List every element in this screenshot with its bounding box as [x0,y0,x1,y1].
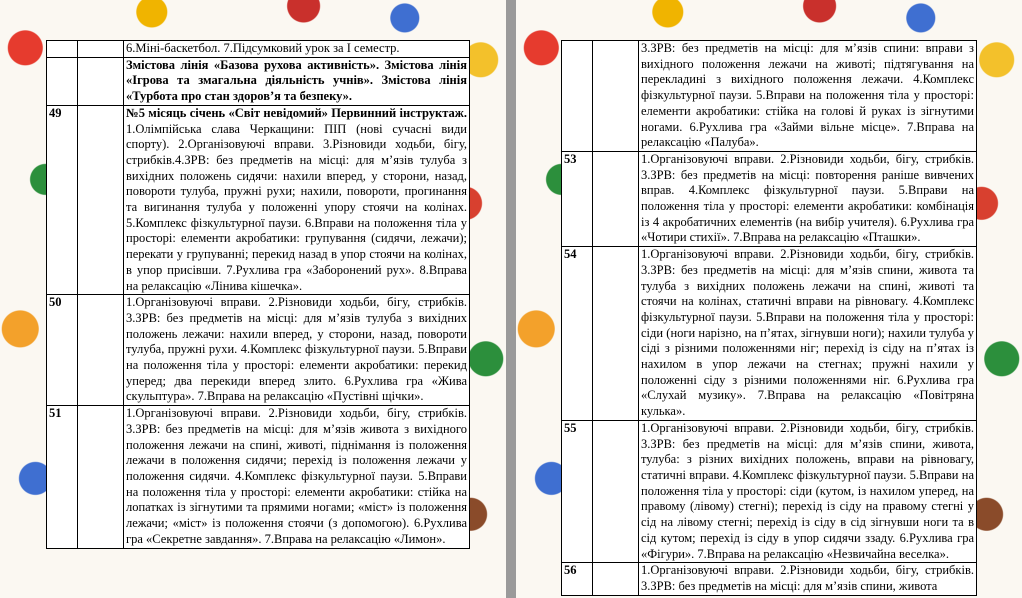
lesson-content: 1.Організовуючі вправи. 2.Різновиди ходьби, бігу, стрибків. 3.ЗРВ: без предметів на місці: повторення раніше вивчених вправ. 4.Комплекс фізкультурної паузи. 5.Вправи на положення тіла у просторі: елементи акробатики: комбінація із 4 акробатичних елементів (на вибір учителя). 6.Рухлива гра «Чотири стихії». 7.Вправа на релаксацію «Пташки». [639,151,977,246]
lesson-content: 1.Організовуючі вправи. 2.Різновиди ходьби, бігу, стрибків. 3.ЗРВ: без предметів на місці: для м’язів живота з вихідного положення лежачи на спині, животі, піднімання із положення лежачи в положення сидячи; перехід із положення лежачи у положення сидячи. 4.Комплекс фізкультурної паузи. 5.Вправи на положення тіла у просторі: елементи акробатики: стійка на лопатках із зігнутими та прямими ногами; «міст» із положення лежачи; «міст» із положення стоячи (з допомогою). 6.Рухлива гра «Секретне завдання». 7.Вправа на релаксацію «Лимон». [124,406,470,548]
lesson-number: 53 [562,151,593,246]
table-row [562,151,977,246]
left-page [0,0,506,598]
lesson-number: 54 [562,247,593,421]
lesson-content: 1.Організовуючі вправи. 2.Різновиди ходьби, бігу, стрибків. 3.ЗРВ: без предметів на місці: для м’язів спини, живота, тулуба: з різних вихідних положень, вправи на рівновагу, статичні вправи. 4.Комплекс фізкультурної паузи. 5.Вправи на положення тіла у просторі: сіди (кутом, із нахилом уперед, на правому (лівому) стегні); перехід із сіду на правому стегні у сід на лівому стегні; перехід із сіду в сід зігнувши ноги та в сід кутом; перехід із сіду в упор сидячи ззаду. 6.Рухлива гра «Фігури». 7.Вправа на релаксацію «Незвичайна веселка». [639,420,977,562]
lesson-number: 51 [47,406,78,548]
right-page [516,0,1022,598]
table-row [47,105,470,294]
lesson-heading: №5 місяць січень «Світ невідомий» Первинний інструктаж. [126,105,467,120]
lesson-plan-table-right [561,40,977,596]
empty-cell [78,105,124,294]
table-row [562,563,977,595]
lesson-content: 1.Організовуючі вправи. 2.Різновиди ходьби, бігу, стрибків. 3.ЗРВ: без предметів на місці: для м’язів спини, живота [639,563,977,595]
lesson-plan-table-left [46,40,470,549]
empty-cell [593,247,639,421]
empty-cell [593,41,639,152]
lesson-content: 1.Організовуючі вправи. 2.Різновиди ходьби, бігу, стрибків. 3.ЗРВ: без предметів на місці: для м’язів спини, живота та тулуба з вихідних положень лежачи на спині, животі та стоячи на колінах, статичні вправи на рівновагу. 4.Комплекс фізкультурної паузи. 5.Вправи на положення тіла у просторі: сіди (ноги нарізно, на п’ятах, зігнувши ноги); нахили тулуба у сіді з різними положеннями ніг; перехід із сіду на п’ятах із нахилом в упор лежачи на стегнах; пружні нахили у положенні сіду з різними положеннями ніг. 6.Рухлива гра «Слухай музику». 7.Вправа на релаксацію «Повітряна кулька». [639,247,977,421]
lesson-content [124,105,470,294]
empty-cell [593,151,639,246]
lesson-text: 1.Олімпійська слава Черкащини: ПІП (нові сучасні види спорту). 2.Організовуючі вправи. 3.Різновиди ходьби, бігу, стрибків.4.ЗРВ: без предметів на місці: для м’язів тулуба з вихідних положень сидячи: нахили вперед, у сторони, назад, повороти тулуба, пружні рухи; нахили, повороти, прогинання та вигинання тулуба у положенні упору стоячи на колінах. 5.Комплекс фізкультурної паузи. 6.Вправи на положення тіла у просторі: елементи акробатики: групування (сидячи, лежачи); перекати у групуванні; перекид назад в упор стоячи на колінах, в упор присівши. 7.Рухлива гра «Заборонений рух». 8.Вправа на релаксацію «Лінива кішечка». [126,121,467,293]
lesson-number: 56 [562,563,593,595]
empty-cell [78,57,124,105]
lesson-number: 55 [562,420,593,562]
lesson-content [124,41,470,58]
table-row [47,406,470,548]
table-row [562,247,977,421]
table-row [47,57,470,105]
empty-cell [593,563,639,595]
empty-cell [78,406,124,548]
lesson-content: 3.ЗРВ: без предметів на місці: для м’язів спини: вправи з вихідного положення лежачи на животі; підтягування на перекладині з вихідного положення лежачи. 4.Комплекс фізкультурної паузи. 5.Вправи на положення тіла у просторі: елементи акробатики: стійка на голові й руках із зігнутими ногами. 6.Рухлива гра «Займи вільне місце». 7.Вправа на релаксацію «Палуба». [639,41,977,152]
page-gutter [506,0,516,598]
content-lines-heading: Змістова лінія «Базова рухова активність». Змістова лінія «Ігрова та змагальна діяльність учнів». Змістова лінія «Турбота про стан здоров’я та безпеку». [124,57,470,105]
lesson-number: 50 [47,295,78,406]
lesson-text: 6.Міні-баскетбол. 7.Підсумковий урок за I семестр. [126,41,400,55]
empty-cell [78,41,124,58]
empty-cell [593,420,639,562]
table-row [562,420,977,562]
table-row [562,41,977,152]
lesson-number [47,41,78,58]
table-row [47,41,470,58]
empty-cell [78,295,124,406]
lesson-number: 49 [47,105,78,294]
lesson-content: 1.Організовуючі вправи. 2.Різновиди ходьби, бігу, стрибків. 3.ЗРВ: без предметів на місці: для м’язів тулуба з вихідних положень лежачи: нахили вперед, у сторони, назад, повороти тулуба, пружні рухи. 4.Комплекс фізкультурної паузи. 5.Вправи на положення тіла у просторі: елементи акробатики: перекид уперед; два перекиди вперед злито. 6.Рухлива гра «Жива скульптура». 7.Вправа на релаксацію «Пустівні щічки». [124,295,470,406]
lesson-number [562,41,593,152]
table-row [47,295,470,406]
lesson-number [47,57,78,105]
